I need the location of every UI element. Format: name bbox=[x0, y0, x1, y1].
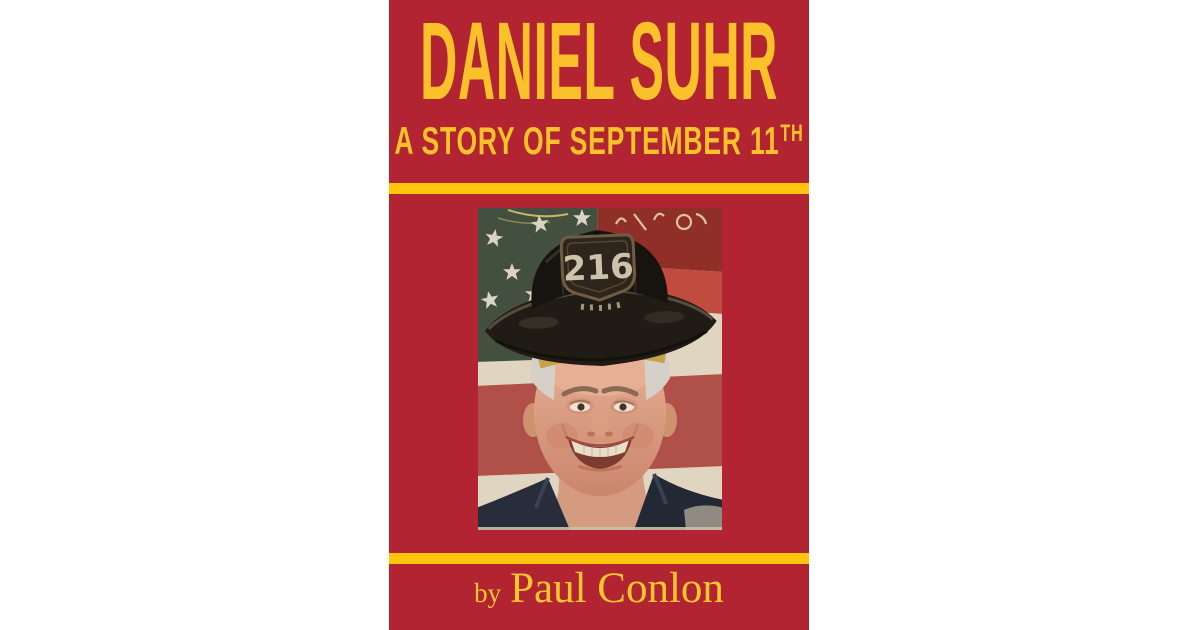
firefighter-portrait-illustration bbox=[478, 208, 722, 530]
photo-bottom-edge bbox=[478, 527, 722, 530]
book-title: DANIEL SUHR bbox=[419, 0, 779, 123]
book-subtitle-text: A STORY OF SEPTEMBER 11 bbox=[394, 120, 780, 163]
book-subtitle bbox=[394, 122, 803, 166]
book-subtitle-ordinal: TH bbox=[780, 120, 804, 147]
divider-bottom bbox=[389, 553, 809, 564]
divider-top bbox=[389, 183, 809, 194]
byline bbox=[389, 566, 809, 621]
cover-photo bbox=[478, 208, 722, 530]
helmet-badge-number: 216 bbox=[561, 246, 635, 290]
book-cover bbox=[389, 0, 809, 630]
byline-author: Paul Conlon bbox=[510, 565, 724, 612]
byline-prefix: by bbox=[474, 578, 502, 608]
